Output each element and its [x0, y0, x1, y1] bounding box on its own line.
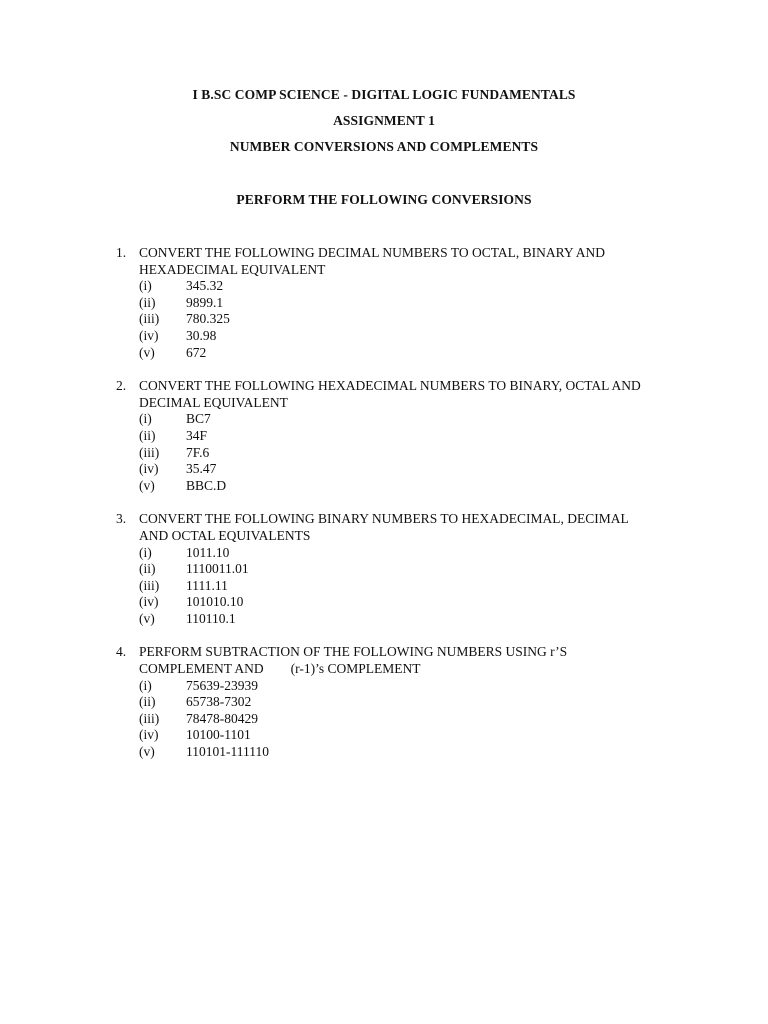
- list-item: [116, 694, 676, 711]
- question-1: [116, 245, 676, 361]
- list-item: [116, 711, 676, 728]
- item-label: (iv): [139, 327, 159, 343]
- item-label: (ii): [139, 561, 156, 577]
- item-label: (iii): [139, 710, 160, 726]
- list-item: [116, 428, 676, 445]
- item-value: 101010.10: [186, 594, 244, 610]
- question-4: [116, 644, 676, 760]
- item-value: 780.325: [186, 311, 230, 327]
- item-label: (iv): [139, 461, 159, 477]
- item-value: 10100-1101: [186, 727, 251, 743]
- question-line: AND OCTAL EQUIVALENTS: [139, 527, 311, 543]
- item-label: (iv): [139, 727, 159, 743]
- item-value: 110110.1: [186, 610, 236, 626]
- item-value: BC7: [186, 411, 211, 427]
- item-value: 345.32: [186, 278, 224, 294]
- list-item: [116, 445, 676, 462]
- question-text: [116, 378, 676, 411]
- item-label: (i): [139, 544, 152, 560]
- item-label: (i): [139, 411, 152, 427]
- list-item: [116, 744, 676, 761]
- document-title: I B.SC COMP SCIENCE - DIGITAL LOGIC FUNDAMENTALS: [192, 87, 576, 102]
- item-value: 1011.10: [186, 544, 230, 560]
- list-item: [116, 278, 676, 295]
- sub-item-list: [116, 678, 676, 761]
- item-label: (v): [139, 344, 155, 360]
- question-line: HEXADECIMAL EQUIVALENT: [139, 261, 326, 277]
- item-label: (ii): [139, 694, 156, 710]
- sub-item-list: [116, 278, 676, 361]
- list-item: [116, 594, 676, 611]
- item-value: 7F.6: [186, 444, 210, 460]
- question-3: [116, 511, 676, 627]
- item-label: (iii): [139, 577, 160, 593]
- assignment-topic: NUMBER CONVERSIONS AND COMPLEMENTS: [229, 139, 539, 154]
- item-label: (iii): [139, 444, 160, 460]
- question-text: [116, 245, 676, 278]
- list-item: [116, 678, 676, 695]
- list-item: [116, 411, 676, 428]
- list-item: [116, 345, 676, 362]
- item-label: (v): [139, 477, 155, 493]
- item-label: (i): [139, 677, 152, 693]
- question-number: 2.: [116, 378, 127, 394]
- assignment-number: ASSIGNMENT 1: [333, 113, 435, 128]
- item-value: 1110011.01: [186, 561, 249, 577]
- question-line: DECIMAL EQUIVALENT: [139, 394, 288, 410]
- item-value: BBC.D: [186, 477, 227, 493]
- question-line: CONVERT THE FOLLOWING HEXADECIMAL NUMBERS TO BINARY, OCTAL AND: [139, 378, 641, 394]
- question-text: [116, 511, 676, 544]
- item-value: 9899.1: [186, 294, 224, 310]
- list-item: [116, 578, 676, 595]
- item-value: 34F: [186, 427, 208, 443]
- item-label: (iii): [139, 311, 160, 327]
- list-item: [116, 328, 676, 345]
- item-label: (v): [139, 610, 155, 626]
- list-item: [116, 727, 676, 744]
- question-number: 3.: [116, 511, 127, 527]
- question-line: CONVERT THE FOLLOWING DECIMAL NUMBERS TO OCTAL, BINARY AND: [139, 245, 605, 260]
- sub-item-list: [116, 411, 676, 494]
- list-item: [116, 561, 676, 578]
- question-line: PERFORM SUBTRACTION OF THE FOLLOWING NUMBERS USING r’S: [139, 644, 568, 660]
- question-list: [116, 245, 676, 778]
- sub-item-list: [116, 545, 676, 628]
- list-item: [116, 295, 676, 312]
- item-value: 65738-7302: [186, 694, 252, 710]
- item-value: 110101-111110: [186, 744, 269, 760]
- question-line: COMPLEMENT AND (r-1)’s COMPLEMENT: [139, 661, 421, 677]
- question-text: [116, 644, 676, 677]
- list-item: [116, 545, 676, 562]
- list-item: [116, 311, 676, 328]
- item-label: (i): [139, 278, 152, 294]
- question-number: 4.: [116, 644, 127, 660]
- item-value: 1111.11: [186, 577, 228, 593]
- list-item: [116, 478, 676, 495]
- item-value: 78478-80429: [186, 710, 258, 726]
- item-label: (ii): [139, 427, 156, 443]
- item-value: 30.98: [186, 327, 217, 343]
- item-label: (iv): [139, 594, 159, 610]
- question-2: [116, 378, 676, 494]
- question-number: 1.: [116, 245, 127, 260]
- list-item: [116, 611, 676, 628]
- instruction-heading: PERFORM THE FOLLOWING CONVERSIONS: [236, 192, 532, 207]
- item-value: 35.47: [186, 461, 217, 477]
- item-label: (ii): [139, 294, 156, 310]
- list-item: [116, 461, 676, 478]
- item-label: (v): [139, 744, 155, 760]
- item-value: 672: [186, 344, 207, 360]
- question-line: CONVERT THE FOLLOWING BINARY NUMBERS TO HEXADECIMAL, DECIMAL: [139, 511, 629, 527]
- item-value: 75639-23939: [186, 677, 258, 693]
